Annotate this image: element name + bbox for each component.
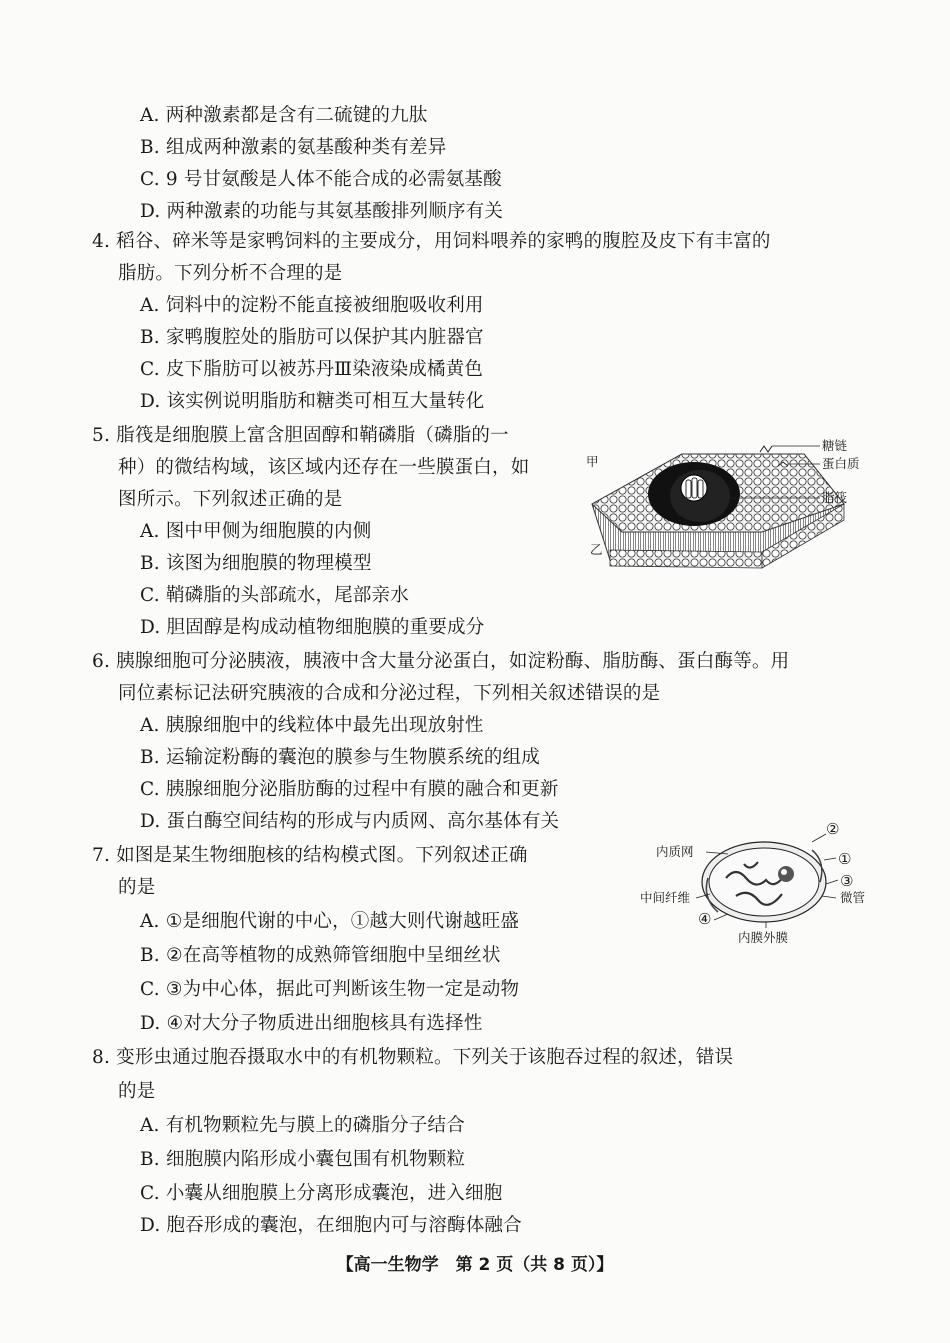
q5-option-a: A. 图中甲侧为细胞膜的内侧 [140, 521, 372, 542]
q7-stem-line1: 7. 如图是某生物细胞核的结构模式图。下列叙述正确 [92, 845, 528, 866]
label-side-yi: 乙 [590, 542, 603, 557]
label-lipid-raft: 脂筏 [822, 490, 848, 505]
q6-stem-line2: 同位素标记法研究胰液的合成和分泌过程，下列相关叙述错误的是 [118, 683, 661, 704]
q8-option-c: C. 小囊从细胞膜上分离形成囊泡，进入细胞 [140, 1183, 503, 1204]
q6-option-b: B. 运输淀粉酶的囊泡的膜参与生物膜系统的组成 [140, 747, 540, 768]
label-intermediate-filament: 中间纤维 [640, 890, 691, 905]
q3-option-b: B. 组成两种激素的氨基酸种类有差异 [140, 137, 447, 158]
q5-stem-line3: 图所示。下列叙述正确的是 [118, 489, 343, 510]
label-microtubule: 微管 [840, 890, 866, 905]
label-num-1: ① [838, 850, 852, 868]
q5-stem-line1: 5. 脂筏是细胞膜上富含胆固醇和鞘磷脂（磷脂的一 [92, 425, 509, 446]
q8-option-b: B. 细胞膜内陷形成小囊包围有机物颗粒 [140, 1149, 466, 1170]
q6-option-a: A. 胰腺细胞中的线粒体中最先出现放射性 [140, 715, 484, 736]
q4-option-d: D. 该实例说明脂肪和糖类可相互大量转化 [140, 391, 485, 412]
q5-option-b: B. 该图为细胞膜的物理模型 [140, 553, 372, 574]
label-sugar-chain: 糖链 [822, 438, 848, 453]
q7-option-d: D. ④对大分子物质进出细胞核具有选择性 [140, 1013, 483, 1034]
page-footer: 【高一生物学 第 2 页（共 8 页）】 [336, 1255, 614, 1275]
q7-option-c: C. ③为中心体，据此可判断该生物一定是动物 [140, 979, 520, 1000]
label-protein: 蛋白质 [822, 456, 860, 471]
label-num-3: ③ [840, 872, 854, 890]
q5-option-c: C. 鞘磷脂的头部疏水，尾部亲水 [140, 585, 409, 606]
label-side-jia: 甲 [586, 454, 599, 469]
q6-stem-line1: 6. 胰腺细胞可分泌胰液，胰液中含大量分泌蛋白，如淀粉酶、脂肪酶、蛋白酶等。用 [92, 651, 790, 672]
q8-stem-line1: 8. 变形虫通过胞吞摄取水中的有机物颗粒。下列关于该胞吞过程的叙述，错误 [92, 1047, 734, 1068]
q7-option-a: A. ①是细胞代谢的中心，①越大则代谢越旺盛 [140, 911, 520, 932]
q4-stem-line2: 脂肪。下列分析不合理的是 [118, 263, 343, 284]
q7-option-b: B. ②在高等植物的成熟筛管细胞中呈细丝状 [140, 945, 501, 966]
q7-stem-line2: 的是 [118, 877, 156, 898]
q5-option-d: D. 胆固醇是构成动植物细胞膜的重要成分 [140, 617, 485, 638]
q4-option-a: A. 饲料中的淀粉不能直接被细胞吸收利用 [140, 295, 484, 316]
q8-option-d: D. 胞吞形成的囊泡，在细胞内可与溶酶体融合 [140, 1215, 522, 1236]
q4-option-b: B. 家鸭腹腔处的脂肪可以保护其内脏器官 [140, 327, 484, 348]
q4-stem-line1: 4. 稻谷、碎米等是家鸭饲料的主要成分，用饲料喂养的家鸭的腹腔及皮下有丰富的 [92, 231, 771, 252]
q3-option-d: D. 两种激素的功能与其氨基酸排列顺序有关 [140, 201, 504, 222]
label-membranes: 内膜外膜 [738, 930, 789, 945]
q6-option-d: D. 蛋白酶空间结构的形成与内质网、高尔基体有关 [140, 811, 560, 832]
nucleus-figure [636, 818, 886, 950]
label-num-4: ④ [698, 910, 712, 928]
q4-option-c: C. 皮下脂肪可以被苏丹Ⅲ染液染成橘黄色 [140, 359, 484, 380]
q8-stem-line2: 的是 [118, 1081, 156, 1102]
q6-option-c: C. 胰腺细胞分泌脂肪酶的过程中有膜的融合和更新 [140, 779, 559, 800]
label-er: 内质网 [656, 844, 694, 859]
label-num-2: ② [826, 820, 840, 838]
q3-option-a: A. 两种激素都是含有二硫键的九肽 [140, 105, 428, 126]
membrane-protein [681, 475, 707, 501]
q5-stem-line2: 种）的微结构域，该区域内还存在一些膜蛋白，如 [118, 457, 530, 478]
q8-option-a: A. 有机物颗粒先与膜上的磷脂分子结合 [140, 1115, 465, 1136]
lipid-raft-figure [582, 432, 872, 582]
q3-option-c: C. 9 号甘氨酸是人体不能合成的必需氨基酸 [140, 169, 502, 190]
